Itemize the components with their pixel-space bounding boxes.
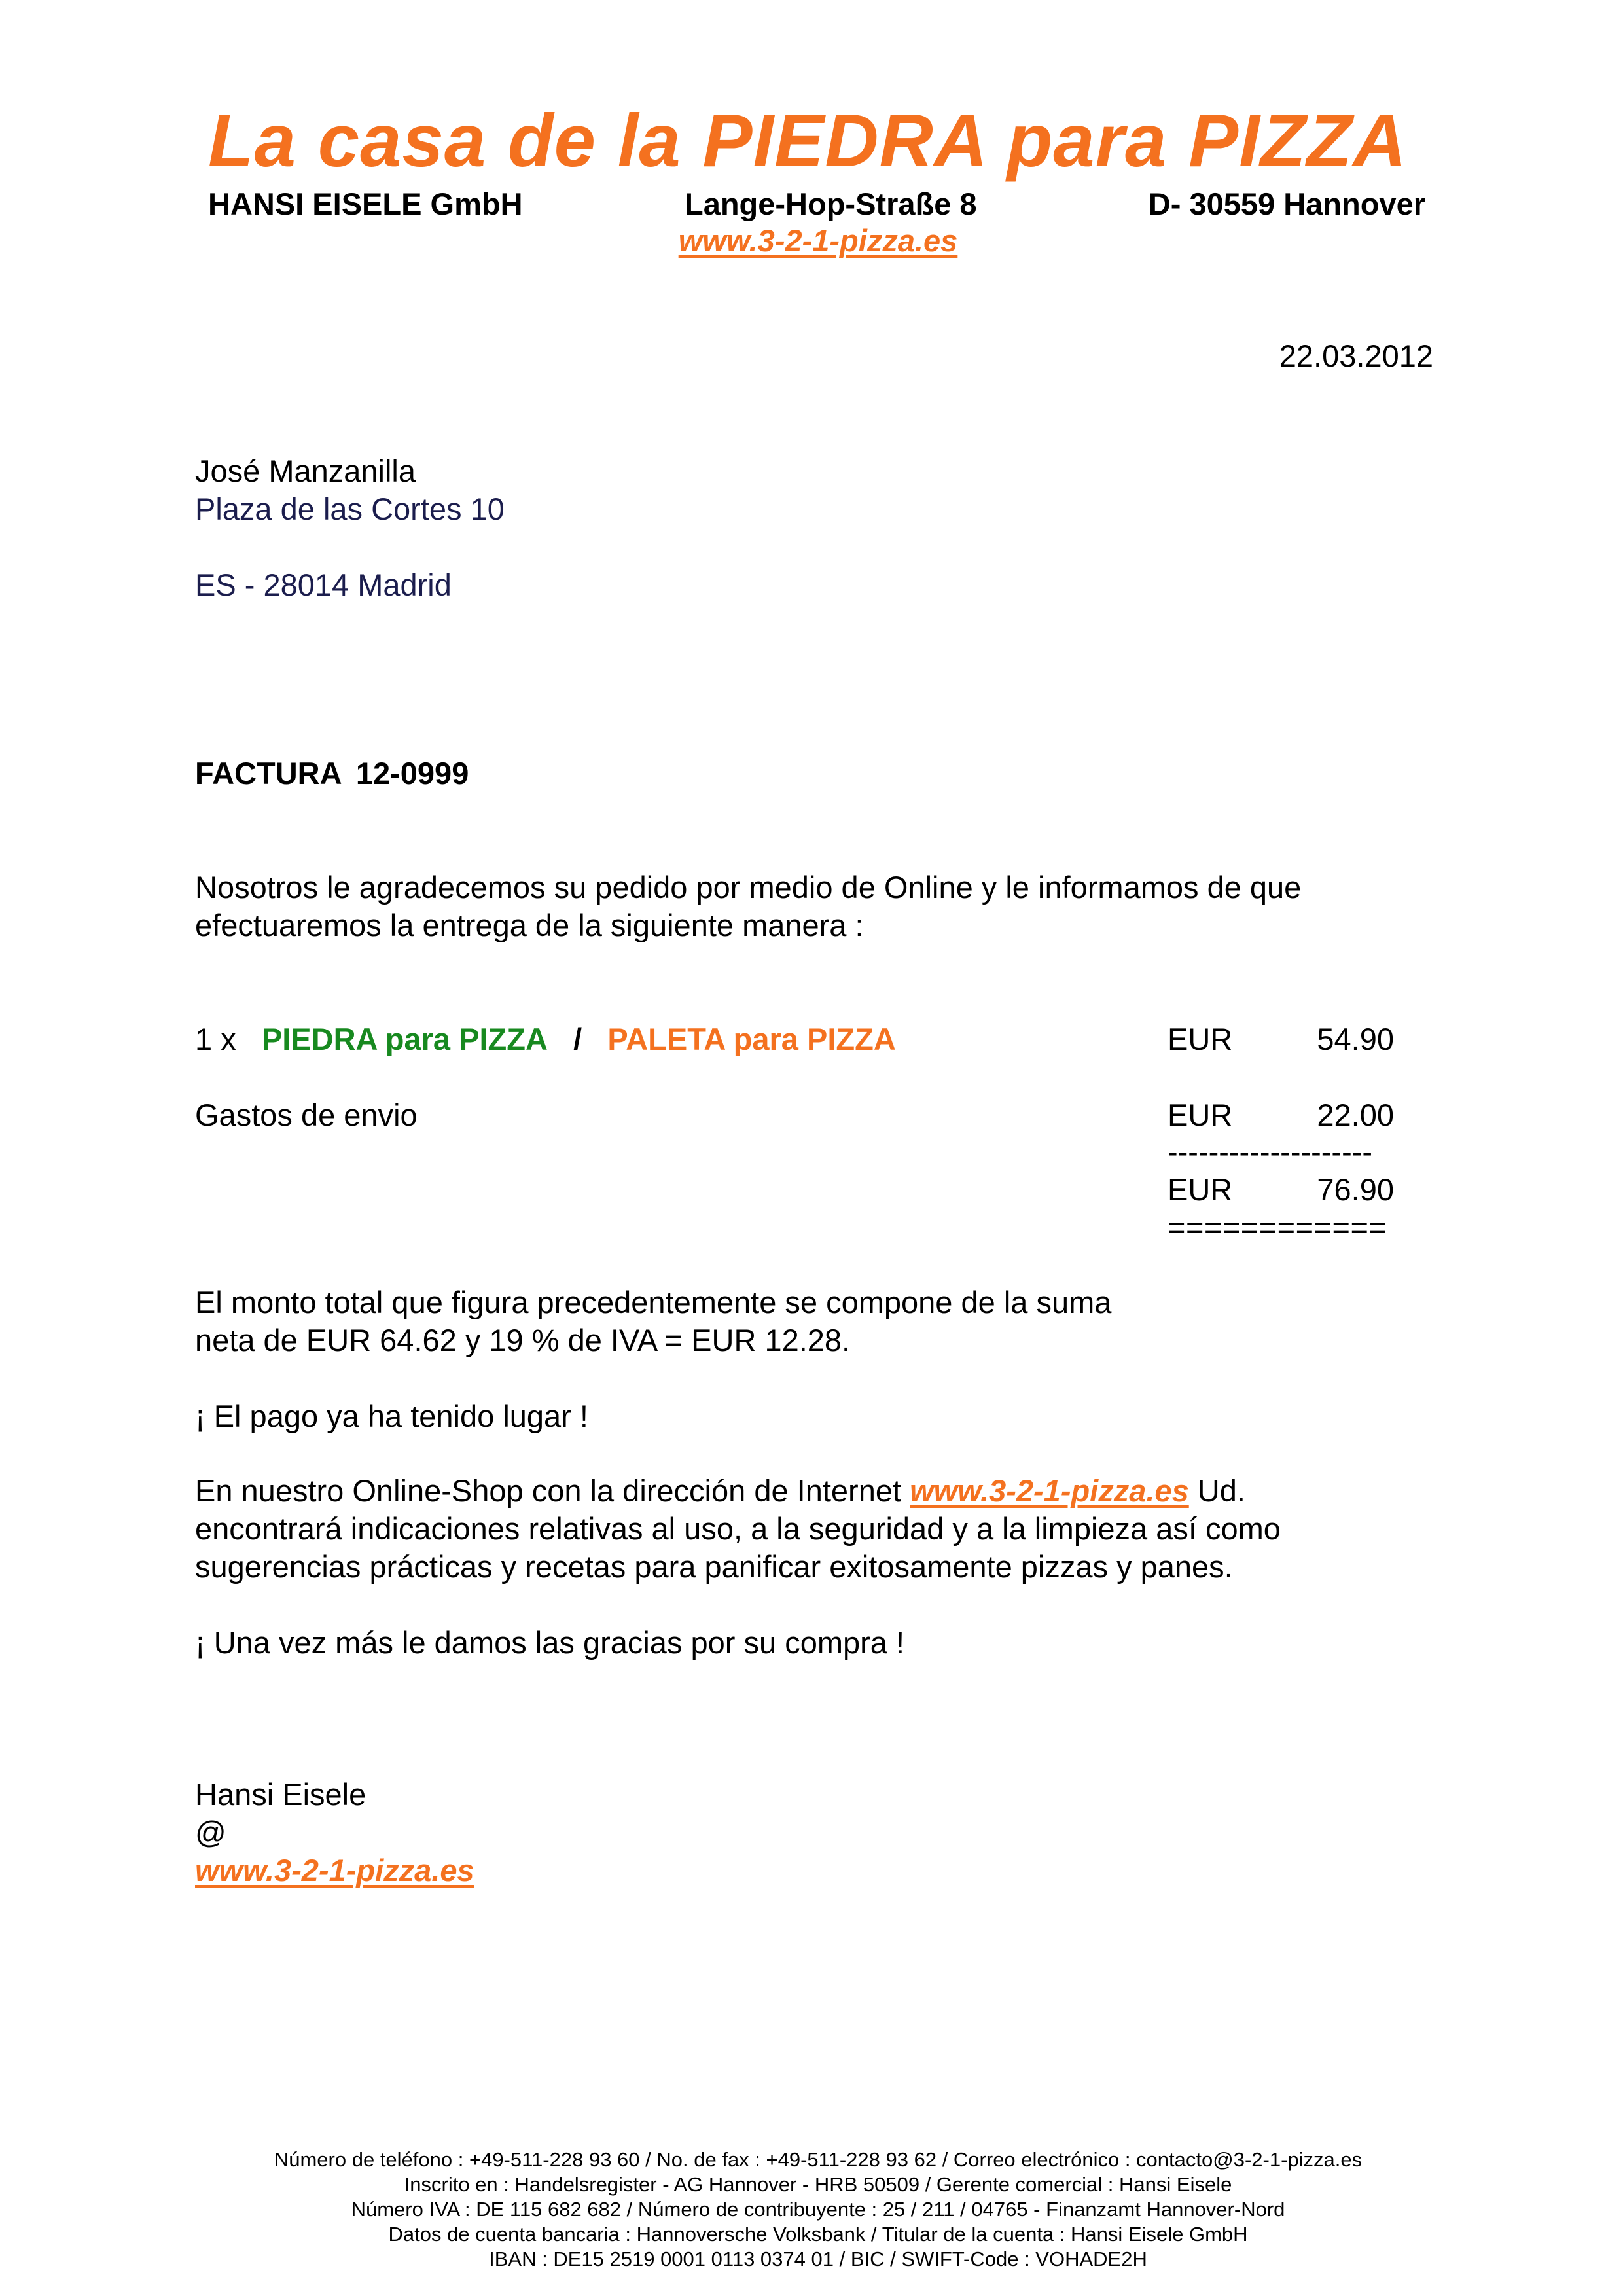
invoice-title: FACTURA 12-0999 — [195, 756, 469, 791]
signature-name: Hansi Eisele — [195, 1777, 366, 1812]
shop-line-1-suffix: Ud. — [1188, 1473, 1245, 1508]
shop-paragraph-line-1 — [195, 1473, 1245, 1509]
line-item — [195, 1021, 896, 1057]
letterhead-title: La casa de la PIEDRA para PIZZA — [208, 99, 1408, 183]
header-website-wrapper — [0, 223, 1623, 259]
total-amount: 76.90 — [1317, 1172, 1394, 1207]
company-street: Lange-Hop-Straße 8 — [685, 187, 977, 221]
payment-status-note: ¡ El pago ya ha tenido lugar ! — [195, 1399, 588, 1433]
signature-at-sign: @ — [195, 1815, 226, 1850]
footer-iban-line: IBAN : DE15 2519 0001 0113 0374 01 / BIC / SWIFT-Code : VOHADE2H — [489, 2248, 1147, 2270]
item-currency: EUR — [1168, 1022, 1233, 1056]
intro-text-line-2: efectuaremos la entrega de la siguiente manera : — [195, 908, 864, 942]
intro-text-line-1: Nosotros le agradecemos su pedido por medio de Online y le informamos de que — [195, 870, 1302, 905]
recipient-name: José Manzanilla — [195, 454, 416, 488]
total-double-line: ============ — [1168, 1210, 1387, 1245]
shop-paragraph-line-2: encontrará indicaciones relativas al uso, a la seguridad y a la limpieza así como — [195, 1511, 1281, 1546]
tax-note-line-1: El monto total que figura precedentemente se compone de la suma — [195, 1285, 1112, 1319]
company-name: HANSI EISELE GmbH — [208, 187, 523, 221]
header-website-link[interactable]: www.3-2-1-pizza.es — [678, 223, 958, 258]
total-currency: EUR — [1168, 1172, 1233, 1207]
company-city: D- 30559 Hannover — [1148, 187, 1425, 221]
item-quantity: 1 x — [195, 1022, 236, 1056]
shop-line-1-text: En nuestro Online-Shop con la dirección de Internet — [195, 1473, 910, 1508]
item-product-stone: PIEDRA para PIZZA — [261, 1022, 548, 1056]
shipping-currency: EUR — [1168, 1098, 1233, 1132]
item-amount: 54.90 — [1317, 1022, 1394, 1056]
footer-bank-line: Datos de cuenta bancaria : Hannoversche Volksbank / Titular de la cuenta : Hansi Eisele GmbH — [388, 2223, 1248, 2246]
signature-website-link[interactable]: www.3-2-1-pizza.es — [195, 1853, 474, 1888]
shop-paragraph-line-3: sugerencias prácticas y recetas para panificar exitosamente pizzas y panes. — [195, 1549, 1233, 1584]
signature-website-wrapper — [195, 1852, 474, 1888]
recipient-city: ES - 28014 Madrid — [195, 567, 452, 602]
tax-note-line-2: neta de EUR 64.62 y 19 % de IVA = EUR 12.28. — [195, 1323, 851, 1357]
recipient-street: Plaza de las Cortes 10 — [195, 492, 505, 526]
footer-tax-line: Número IVA : DE 115 682 682 / Número de contribuyente : 25 / 211 / 04765 - Finanzamt Hannover-Nord — [351, 2198, 1285, 2221]
footer-registry-line: Inscrito en : Handelsregister - AG Hannover - HRB 50509 / Gerente comercial : Hansi Eisele — [404, 2173, 1232, 2196]
footer-contact-line: Número de teléfono : +49-511-228 93 60 / No. de fax : +49-511-228 93 62 / Correo electrónico : contacto@3-2-1-pizza.es — [274, 2148, 1363, 2171]
invoice-date: 22.03.2012 — [1279, 338, 1433, 373]
shipping-label: Gastos de envio — [195, 1098, 418, 1132]
item-product-peel: PALETA para PIZZA — [607, 1022, 896, 1056]
thanks-note: ¡ Una vez más le damos las gracias por su compra ! — [195, 1625, 905, 1660]
shop-website-link[interactable]: www.3-2-1-pizza.es — [910, 1473, 1189, 1508]
sum-separator-line: -------------------- — [1168, 1134, 1373, 1169]
shipping-amount: 22.00 — [1317, 1098, 1394, 1132]
item-separator-slash: / — [573, 1022, 582, 1056]
